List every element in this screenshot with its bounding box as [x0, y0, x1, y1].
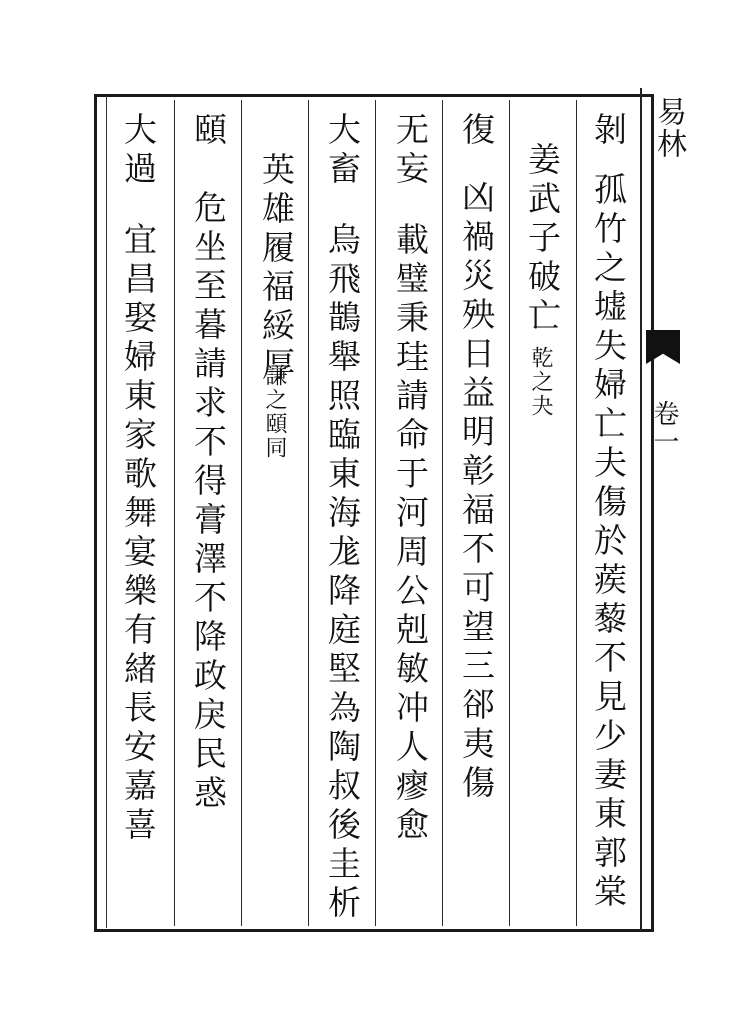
hexagram-heading: 剝	[589, 112, 628, 151]
verse-column: 烏飛鵲舉照臨東海尨降庭堅為陶叔後圭析	[323, 222, 362, 924]
verse-column: 宜昌娶婦東家歌舞宴樂有緒長安嘉喜	[119, 222, 158, 846]
verse-column: 危坐至暮請求不得膏澤不降政戾民惑	[189, 190, 228, 814]
verse-column: 孤竹之墟失婦亡夫傷於蒺藜不見少妻東郭棠	[589, 172, 628, 913]
column-rule	[509, 100, 510, 926]
column-rule	[308, 100, 309, 926]
page-margin-strip	[640, 88, 698, 932]
annotation-note: 乾之夬	[528, 346, 553, 418]
annotation-note: 謙之頤同	[262, 364, 287, 460]
hexagram-heading: 大畜	[323, 112, 362, 190]
verse-column: 英雄履福綏厚	[257, 152, 296, 386]
verse-column: 凶禍災殃日益明彰福不可望三郤夷傷	[457, 180, 496, 804]
column-rule	[375, 100, 376, 926]
column-rule	[174, 100, 175, 926]
hexagram-heading: 復	[457, 112, 496, 151]
book-title: 易林	[651, 96, 686, 160]
volume-label: 卷一	[649, 400, 679, 456]
column-rule	[241, 100, 242, 926]
hexagram-heading: 无妄	[391, 112, 430, 190]
hexagram-heading: 大過	[119, 112, 158, 190]
column-rule	[442, 100, 443, 926]
hexagram-heading: 頤	[189, 112, 228, 151]
column-rule	[576, 100, 577, 926]
verse-column: 姜武子破亡	[523, 142, 562, 337]
verse-column: 載璧秉珪請命于河周公剋敏冲人瘳愈	[391, 222, 430, 846]
